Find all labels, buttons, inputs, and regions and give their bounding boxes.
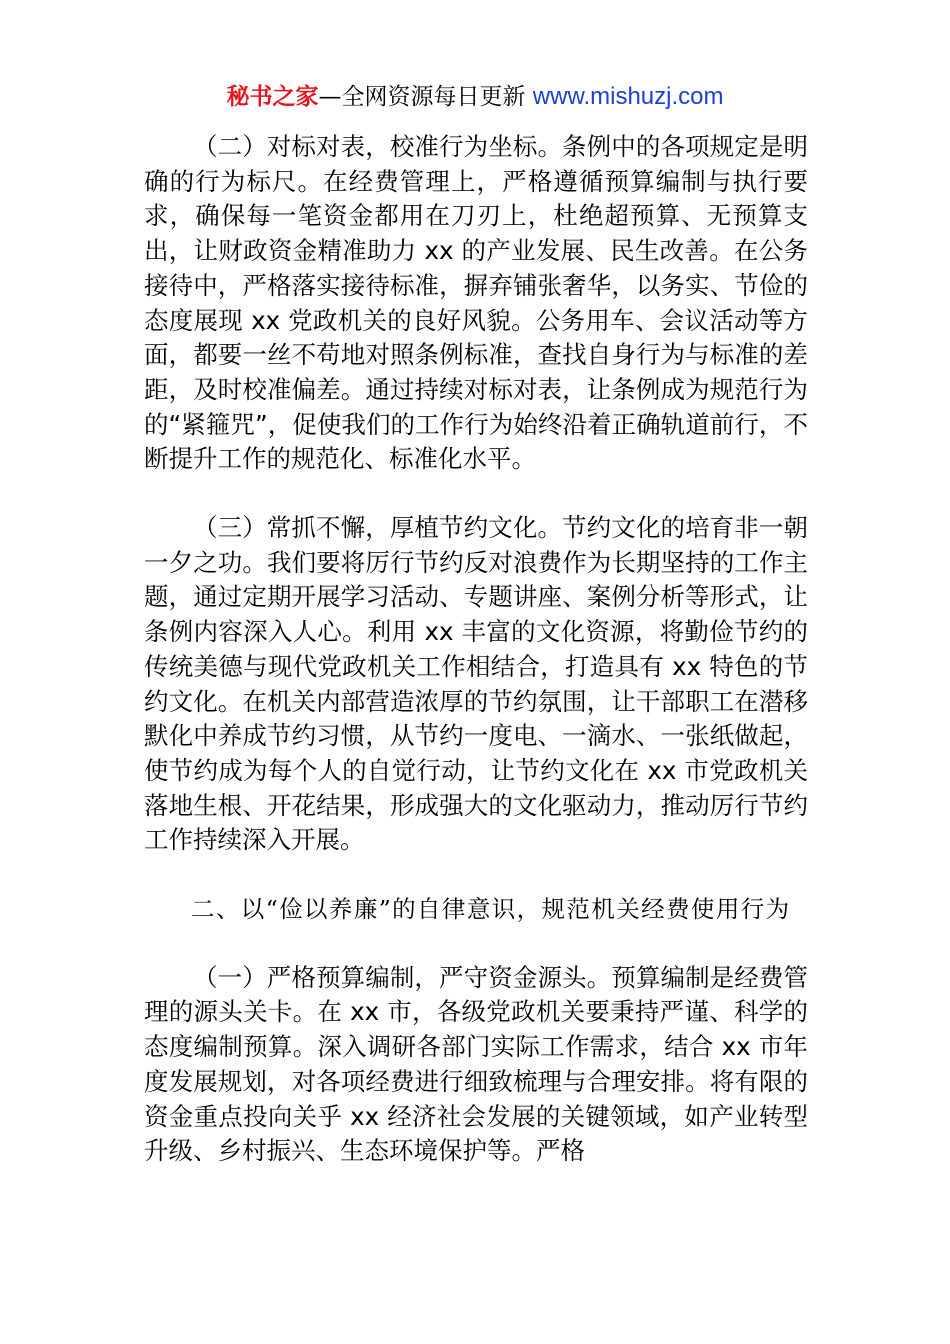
paragraph-2-3: （三）常抓不懈，厚植节约文化。节约文化的培育非一朝一夕之功。我们要将厉行节约反对浪费作为长期坚持的工作主题，通过定期开展学习活动、专题讲座、案例分析等形式，让条例内容深入人心。利用 xx 丰富的文化资源，将勤俭节约的传统美德与现代党政机关工作相结合，打造具有 xx 特色的节约文化。在机关内部营造浓厚的节约氛围，让干部职工在潜移默化中养成节约习惯，从节约一度电、一滴水、一张纸做起，使节约成为每个人的自觉行动，让节约文化在 xx 市党政机关落地生根、开花结果，形成强大的文化驱动力，推动厉行节约工作持续深入开展。 — [144, 513, 808, 855]
section-heading-2: 二、以“俭以养廉”的自律意识，规范机关经费使用行为 — [191, 895, 791, 924]
header-slogan: —全网资源每日更新 — [318, 84, 533, 110]
brand-name: 秘书之家 — [226, 84, 319, 110]
document-body — [144, 130, 808, 1169]
site-url-link[interactable]: www.mishuzj.com — [532, 83, 724, 110]
paragraph-3-1: （一）严格预算编制，严守资金源头。预算编制是经费管理的源头关卡。在 xx 市，各级党政机关要秉持严谨、科学的态度编制预算。深入调研各部门实际工作需求，结合 xx 市年度发展规划，对各项经费进行细致梳理与合理安排。将有限的资金重点投向关乎 xx 经济社会发展的关键领域，如产业转型升级、乡村振兴、生态环境保护等。严格 — [144, 962, 808, 1166]
paragraph-2-2: （二）对标对表，校准行为坐标。条例中的各项规定是明确的行为标尺。在经费管理上，严格遵循预算编制与执行要求，确保每一笔资金都用在刀刃上，杜绝超预算、无预算支出，让财政资金精准助力 xx 的产业发展、民生改善。在公务接待中，严格落实接待标准，摒弃铺张奢华，以务实、节俭的态度展现 xx 党政机关的良好风貌。公务用车、会议活动等方面，都要一丝不苟地对照条例标准，查找自身行为与标准的差距，及时校准偏差。通过持续对标对表，让条例成为规范行为的“紧箍咒”，促使我们的工作行为始终沿着正确轨道前行，不断提升工作的规范化、标准化水平。 — [144, 132, 808, 474]
site-header — [0, 80, 950, 114]
